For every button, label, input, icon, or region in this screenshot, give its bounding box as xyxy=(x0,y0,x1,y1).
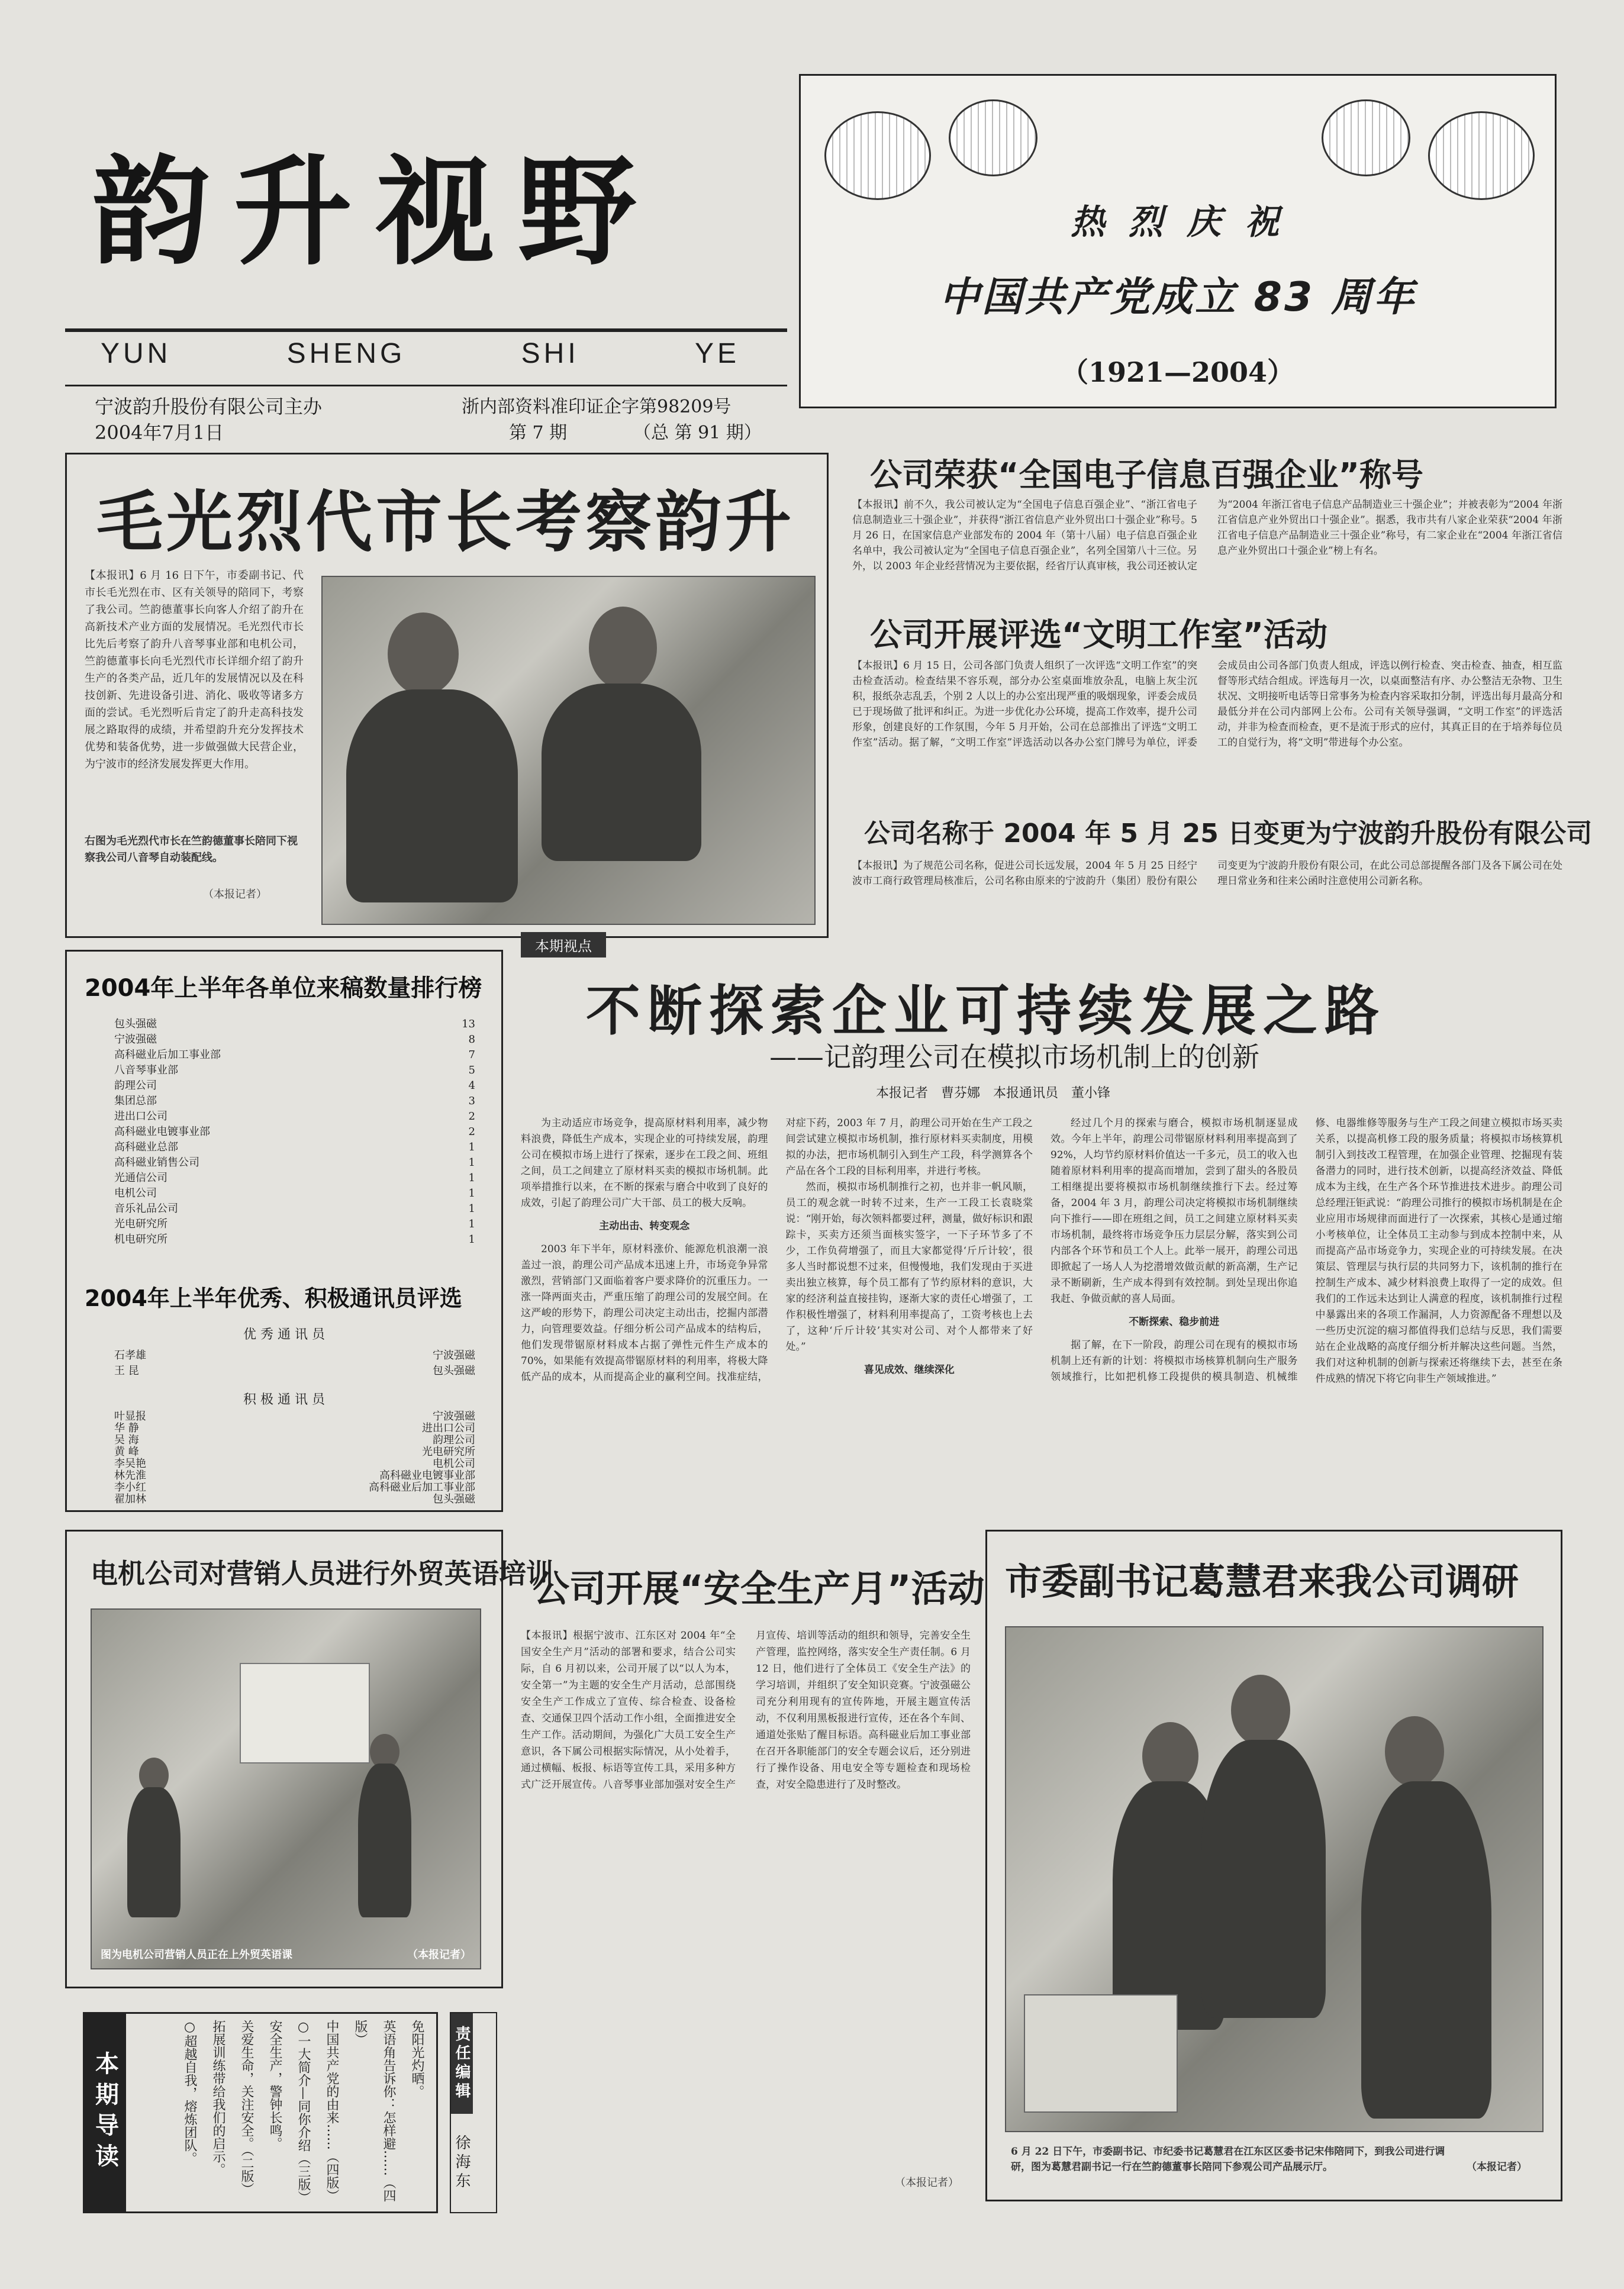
news2-headline: 公司开展评选“文明工作室”活动 xyxy=(870,616,1327,653)
active-list xyxy=(114,1411,475,1505)
masthead xyxy=(65,41,775,450)
celebration-line1: 热 烈 庆 祝 xyxy=(1070,202,1285,242)
masthead-rule xyxy=(65,328,787,332)
person-head xyxy=(388,612,459,695)
list-item: 王 昆 包头强磁 xyxy=(114,1365,475,1377)
feature-subtitle: 不断探索、稳步前进 xyxy=(1129,1316,1220,1328)
table-row: 高科磁业总部 1 xyxy=(114,1141,475,1153)
table-row: 进出口公司 2 xyxy=(114,1110,475,1123)
list-item: 李小红 高科磁业后加工事业部 xyxy=(114,1481,475,1494)
masthead-rule-2 xyxy=(65,385,787,386)
ranking-list xyxy=(114,1017,475,1247)
feature-tag: 本期视点 xyxy=(521,932,606,957)
editor-name: 徐海东 xyxy=(453,2134,471,2191)
guide-item[interactable]: 英语角告诉你：怎样避……（四版） xyxy=(353,2020,396,2202)
news2-text: 【本报讯】6 月 15 日，公司各部门负责人组织了一次评选“文明工作室”的突击检查活动。检查结果不容乐观，部分办公室桌面堆放杂乱，电脑上灰尘沉积，报纸杂志乱丢，个别 2 人以上的办公室出现严重的吸烟现象，评委会成员已于现场做了批评和纠正。为进一步优化办公环境，提高工作效率，提升公司形象，创建良好的工作氛围，今年 5 月开始，公司在总部推出了评选“文明工作室”活动。据了解，“文明工作室”评选活动以各办公室门牌号为单位，评委会成员由公司各部门负责人组成，评选以例行检查、突击检查、抽查，相互监督等形式结合组成。评选每月一次，以桌面整洁有序、办公整洁无杂物、卫生状况、文明接听电话等日常事务为检查内容采取扣分制，评选出每月最高分和最低分并在公司内部网上公布。公司有关领导强调，“文明工作室”的评选活动，并非为检查而检查，更不是流于形式的应付，其真正目的在于培养每位员工的自觉行为，将“文明”带进每个办公室。 xyxy=(852,660,1562,749)
person-body xyxy=(358,1764,411,1917)
feature-article xyxy=(521,932,1562,1524)
person-body xyxy=(542,684,701,861)
table-row: 光电研究所 1 xyxy=(114,1218,475,1230)
person-head xyxy=(1142,1722,1198,1790)
table-row: 高科磁业后加工事业部 7 xyxy=(114,1049,475,1061)
person-body xyxy=(1361,1781,1491,2119)
celebration-line2: 中国共产党成立 83 周年 xyxy=(939,274,1416,321)
table-row: 八音琴事业部 5 xyxy=(114,1064,475,1076)
excellent-label: 优 秀 通 讯 员 xyxy=(243,1327,325,1342)
lead-caption: 右图为毛光烈代市长在竺韵德董事长陪同下视察我公司八音琴自动装配线。 xyxy=(85,835,298,864)
list-item: 华 静 进出口公司 xyxy=(114,1422,475,1434)
safety-text: 【本报讯】根据宁波市、江东区对 2004 年“全国安全生产月”活动的部署和要求，结合公司实际，自 6 月初以来，公司开展了以“以人为本，安全第一”为主题的安全生产月活动，总部围绕安全生产工作成立了宣传、综合检查、设备检查、交通保卫四个活动工作小组，全面推进安全生产工作。活动期间，为强化广大员工安全生产意识，各下属公司根据实际情况，从小处着手，通过横幅、板报、标语等宣传工具，采用多种方式广泛开展宣传。八音琴事业部加强对安全生产月宣传、培训等活动的组织和领导，完善安全生产管理，监控网络，落实安全生产责任制。6 月 12 日，他们进行了全体员工《安全生产法》的学习培训，并组织了安全知识竞赛。宁波强磁公司充分利用现有的宣传阵地，开展主题宣传活动，不仅利用黑板报进行宣传，还在各个车间、通道处张贴了醒目标语。高科磁业后加工事业部在召开各职能部门的安全专题会议后，还分别进行了操作设备、用电安全等专题检查和现场检查，对安全隐患进行了及时整改。 xyxy=(521,1630,971,1791)
news1-headline: 公司荣获“全国电子信息百强企业”称号 xyxy=(870,456,1423,494)
feature-para: 据了解，在下一阶段，韵理公司在现有的模拟市场机制上还有新的计划：将模拟市场核算机制向生产服务领域推行，比如把机修工段提供的模具制造、机械维修、电器维修等服务与生产工段之间建立模拟市场买卖关系，以提高机修工段的服务质量；将模拟市场核算机制引入到技改工程管理，在加强企业管理、挖掘现有装备潜力的同时，进行技术创新，以提高经济效益、降低成本为主线，在生产各个环节推进技术进步。韵理公司总经理汪钜武说：“韵理公司推行的模拟市场机制是在企业应用市场规律而面进行了一次探索，其核心是通过缩小考核单位，让全体员工主动参与到成本控制中来，从而提高产品市场竞争力，实现企业的可持续发展。在决策层、管理层与执行层的共同努力下，该机制的推行在控制生产成本、减少材料浪费上取得了一定的成效。但我们的工作远未达到让人满意的程度，该机制推行过程中暴露出来的各项工作漏洞，人力资源配备不理想以及一些历史沉淀的痼习都值得我们总结与反思，我们需要站在企业战略的高度仔细分析并解决这些问题。当然，我们对这种机制的创新与探索还将继续下去，甚至在条件成熟的情况下将它向非生产领域推进。” xyxy=(1051,1117,1562,1385)
celebration-years: （1921—2004） xyxy=(1061,356,1295,388)
news1-text: 【本报讯】前不久，我公司被认定为“全国电子信息百强企业”、“浙江省电子信息制造业三十强企业”，并获得“浙江省信息产业外贸出口十强企业”称号。5 月 26 日，在国家信息产业部发布的 2004 年（第十八届）电子信息百强企业名单中，我公司被认定为“全国电子信息百强企业”，名列全国第八十三位。另外，以 2003 年企业经营情况为主要依据，经省厅认真审核，我公司还被认定为“2004 年浙江省电子信息产品制造业三十强企业”；并被表彰为“2004 年浙江省信息产业外贸出口十强企业”。据悉，我市共有八家企业荣获“2004 年浙江省电子信息产品制造业三十强企业”称号，有二家企业在“2004 年浙江省信息产业外贸出口十强企业”榜上有名。 xyxy=(852,499,1562,572)
lead-credit: （本报记者） xyxy=(203,888,267,901)
pinyin-line xyxy=(101,337,740,370)
guide-label: 本期导读 xyxy=(85,2014,126,2211)
guide-item[interactable]: ○一大简介—同你介绍（三版） xyxy=(296,2020,311,2204)
english-training-story xyxy=(65,1530,553,1988)
ranking-title: 2004年上半年各单位来稿数量排行榜 xyxy=(85,975,482,1002)
visit-credit: （本报记者） xyxy=(1467,2161,1527,2173)
person-body xyxy=(346,689,518,902)
list-item: 翟加林 包头强磁 xyxy=(114,1493,475,1505)
news3-text: 【本报讯】为了规范公司名称，促进公司长远发展，2004 年 5 月 25 日经宁波市工商行政管理局核准后，公司名称由原来的宁波韵升（集团）股份有限公司变更为宁波韵升股份有限公司，在此公司总部提醒各部门及各下属公司在处理日常业务和往来公函时注意使用公司新名称。 xyxy=(852,860,1562,887)
guide-item[interactable]: 中国共产党的由来……（四版） xyxy=(324,2020,339,2202)
editor-label: 责任编辑 xyxy=(451,2013,473,2114)
person-body xyxy=(1201,1740,1326,2018)
table-row: 光通信公司 1 xyxy=(114,1172,475,1184)
list-item: 吴 海 韵理公司 xyxy=(114,1434,475,1446)
license: 浙内部资料准印证企字第98209号 xyxy=(462,396,732,417)
reporters-title: 2004年上半年优秀、积极通讯员评选 xyxy=(85,1285,462,1311)
newspaper-title: 韵升视野 xyxy=(92,144,660,282)
safety-month-story xyxy=(521,1530,985,2198)
issue-date: 2004年7月1日 xyxy=(95,421,224,444)
guide-item[interactable]: 关爱生命，关注安全。（二版） xyxy=(239,2020,254,2195)
lantern-icon xyxy=(1428,111,1535,200)
feature-para: 2003 年下半年，原材料涨价、能源危机浪潮一浪盖过一浪，韵理公司产品成本迅速上升，市场竞争异常激烈，营销部门又面临着客户要求降价的沉重压力。一涨一降两面夹击，严重压缩了韵理公司的发展空间。在这严峻的形势下，韵理公司决定主动出击，挖掘内部潜力，向管理要效益。仔细分析公司产品成本的结构后，他们发现带锯原材料成本占据了弹性元件生产成本的 70%，如果能有效提高带锯原材料的利用率，将极大降低产品的成本，从而提高企业的赢利空间。找准症结，对症下药，2003 年 7 月，韵理公司开始在生产工段之间尝试建立模拟市场机制，推行原材料买卖制度，用模拟的办法，把市场机制引入到生产工段，科学测算各个产品在各个工段的目标利用率，并进行考核。 xyxy=(521,1117,1033,1383)
list-item: 石孝雄 宁波强磁 xyxy=(114,1349,475,1362)
lantern-icon xyxy=(949,99,1037,176)
safety-headline: 公司开展“安全生产月”活动 xyxy=(533,1567,985,1610)
english-photo xyxy=(91,1608,481,1969)
feature-para: 经过几个月的探索与磨合，模拟市场机制逐显成效。今年上半年，韵理公司带锯原材料利用率提高到了 92%，人均节约原材料价值达一千多元，员工的收入也随着原材料利用率的提高而增加，尝到了甜头的各股员工相继提出要将模拟市场机制继续推行下去。经过筹备，2004 年 3 月，韵理公司决定将模拟市场机制继续向下推行——即在班组之间，员工之间建立原材料买卖市场机制，最终将市场竞争压力层层分解，落实到公司内部各个环节和员工个人上。此举一展开，韵理公司迅即掀起了一场人人为挖潜增效做贡献的新高潮，生产记录不断刷新，生产成本得到有效控制。到处呈现出你追我赶、争做贡献的喜人局面。 xyxy=(1051,1117,1298,1305)
news3-headline: 公司名称于 2004 年 5 月 25 日变更为宁波韵升股份有限公司 xyxy=(864,818,1593,849)
celebration-banner xyxy=(799,74,1557,408)
table-row: 电机公司 1 xyxy=(114,1187,475,1200)
lead-text: 【本报讯】6 月 16 日下午，市委副书记、代市长毛光烈在市、区有关领导的陪同下，考察了我公司。竺韵德董事长向客人介绍了韵升在高新技术产业方面的发展情况。毛光烈代市长比先后考察了韵升八音琴事业部和电机公司，竺韵德董事长向毛光烈代市长详细介绍了韵升生产的各类产品，近几年的发展情况以及在科技创新、先进设备引进、消化、吸收等诸多方面的尝试。毛光烈听后肯定了韵升走高科技发展之路取得的成绩，并希望韵升充分发挥技术优势和装备优势，进一步做强做大民营企业，为宁波市的经济发展发挥更大作用。 xyxy=(85,569,304,770)
publisher: 宁波韵升股份有限公司主办 xyxy=(95,395,323,418)
safety-credit: （本报记者） xyxy=(895,2177,959,2189)
english-caption: 图为电机公司营销人员正在上外贸英语课 xyxy=(101,1949,292,1961)
lantern-icon xyxy=(1322,99,1410,176)
visit-caption: 6 月 22 日下午，市委副书记、市纪委书记葛慧君在江东区区委书记宋伟陪同下，到我公司进行调研，图为葛慧君副书记一行在竺韵德董事长陪同下参观公司产品展示厅。 xyxy=(1011,2146,1445,2173)
list-item: 林先淮 高科磁业电镀事业部 xyxy=(114,1469,475,1482)
table-row: 高科磁业电镀事业部 2 xyxy=(114,1126,475,1138)
whiteboard xyxy=(240,1663,370,1764)
guide-items xyxy=(138,2020,431,2209)
table-row: 机电研究所 1 xyxy=(114,1233,475,1246)
table-row: 集团总部 3 xyxy=(114,1095,475,1107)
list-item: 叶显报 宁波强磁 xyxy=(114,1410,475,1423)
table-row: 高科磁业销售公司 1 xyxy=(114,1156,475,1169)
person-head xyxy=(589,607,657,689)
editor-box xyxy=(450,2012,497,2213)
pinyin-sheng: SHENG xyxy=(286,338,406,369)
table-row: 音乐礼品公司 1 xyxy=(114,1202,475,1215)
feature-subtitle: 主动出击、转变观念 xyxy=(599,1220,690,1232)
feature-subtitle: 喜见成效、继续深化 xyxy=(863,1364,955,1376)
list-item: 李吴艳 电机公司 xyxy=(114,1458,475,1470)
feature-headline: 不断探索企业可持续发展之路 xyxy=(586,979,1387,1043)
guide-item[interactable]: 拓展训练带给我们的启示。 xyxy=(211,2020,225,2176)
table-row: 包头强磁 13 xyxy=(114,1018,475,1030)
guide-item[interactable]: 安全生产，警钟长鸣。 xyxy=(268,2020,282,2150)
list-item: 黄 峰 光电研究所 xyxy=(114,1446,475,1458)
lantern-icon xyxy=(824,111,931,200)
lead-photo xyxy=(321,576,816,925)
table-row: 宁波强磁 8 xyxy=(114,1033,475,1046)
pinyin-shi: SHI xyxy=(521,338,579,369)
display-case xyxy=(1024,1994,1178,2113)
feature-subhead: ——记韵理公司在模拟市场机制上的创新 xyxy=(769,1041,1259,1073)
person-head xyxy=(1385,1716,1444,1787)
person-head xyxy=(1231,1675,1290,1746)
feature-body xyxy=(521,1116,1562,1524)
feature-byline: 本报记者 曹芬娜 本报通讯员 董小锋 xyxy=(876,1086,1111,1101)
guide-item[interactable]: 免阳光灼晒。 xyxy=(410,2020,424,2098)
lead-headline: 毛光烈代市长考察韵升 xyxy=(96,484,795,561)
english-credit: （本报记者） xyxy=(407,1949,471,1961)
visit-story xyxy=(985,1530,1562,2201)
sidebar-box xyxy=(65,950,503,1512)
active-label: 积 极 通 讯 员 xyxy=(243,1392,325,1407)
excellent-list xyxy=(114,1348,475,1379)
table-row: 韵理公司 4 xyxy=(114,1079,475,1092)
english-headline: 电机公司对营销人员进行外贸英语培训 xyxy=(91,1558,553,1590)
pinyin-ye: YE xyxy=(694,338,740,369)
visit-photo xyxy=(1005,1626,1544,2132)
news-column xyxy=(852,450,1593,923)
lead-story xyxy=(65,453,829,938)
visit-headline: 市委副书记葛慧君来我公司调研 xyxy=(1005,1560,1519,1603)
person-body xyxy=(127,1787,181,1917)
total-issue: （总 第 91 期） xyxy=(633,423,762,443)
pinyin-yun: YUN xyxy=(101,338,172,369)
guide-box xyxy=(83,2012,438,2213)
guide-item[interactable]: ○超越自我，熔炼团队。 xyxy=(182,2020,197,2165)
issue-number: 第 7 期 xyxy=(509,423,568,443)
feature-para: 然而，模拟市场机制推行之初，也并非一帆风顺，员工的观念就一时转不过来，生产一工段工长袁晓棠说：“刚开始，每次领料都要过秤，测量，做好标识和跟踪卡，买卖方还须当面核实签字，一下子环节多了不少，工作负荷增强了，而且大家都觉得‘斤斤计较’，很多人当时都说想不过来，但慢慢地，我们发现由于买进卖出独立核算，每个员工都有了节约原材料的意识，大家的经济利益直接挂钩，逐渐大家的责任心增强了，工作积极性增强了，材料利用率提高了，工资考核也上去了，这种‘斤斤计较’其实对公司、对个人都带来了好处。” xyxy=(785,1181,1033,1353)
feature-para: 为主动适应市场竞争，提高原材料利用率，减少物料浪费，降低生产成本，实现企业的可持续发展，韵理公司在模拟市场上进行了探索，逐步在工段之间、班组之间，员工之间建立了原材料买卖的模拟市场机制。此项举措推行以来，在不断的探索与磨合中收到了良好的成效，引起了韵理公司广大干部、员工的极大反响。 xyxy=(521,1117,768,1209)
